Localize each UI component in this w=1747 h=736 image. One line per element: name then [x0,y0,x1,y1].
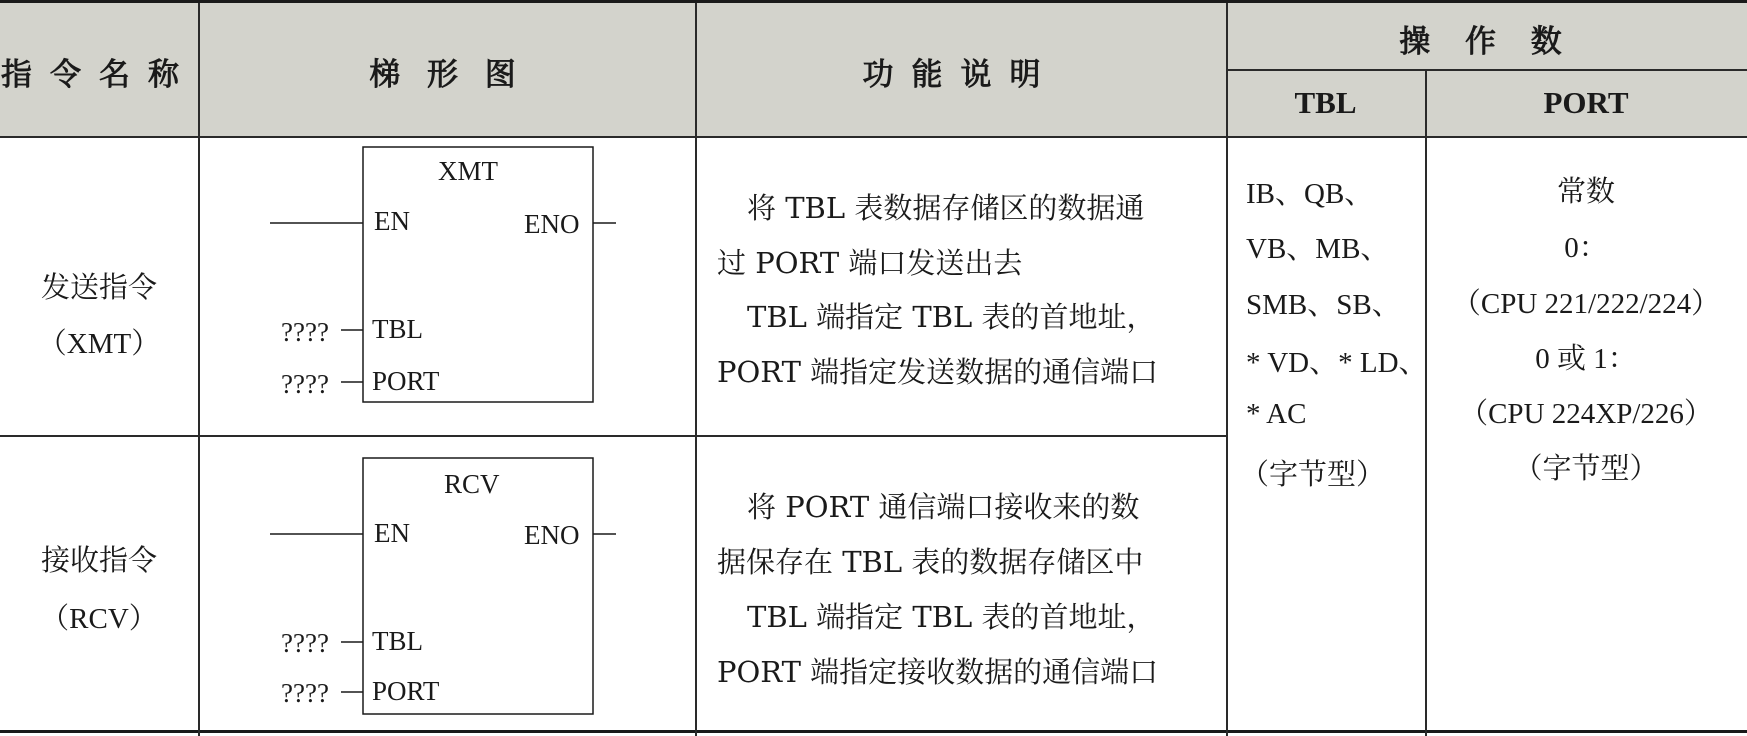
tbl-operand-4: * VD、* LD、 [1246,347,1428,379]
xmt-port-input: ???? [281,369,329,399]
rcv-port-input: ???? [281,678,329,708]
port-operand-3: （CPU 221/222/224） [1451,288,1721,320]
header-name: 指令名称 [1,57,197,93]
tbl-operand-2: VB、MB、 [1246,233,1390,265]
header-function: 功能说明 [862,57,1059,93]
xmt-en-label: EN [374,206,410,236]
row1-desc-line3: TBL 端指定 TBL 表的首地址， [747,300,1156,334]
divider [1226,3,1228,736]
tbl-operand-1: IB、QB、 [1246,178,1374,210]
row2-desc-line3: TBL 端指定 TBL 表的首地址， [747,600,1156,634]
row1-name-abbr: （XMT） [37,328,161,360]
tbl-operand-3: SMB、SB、 [1246,289,1401,321]
row2-desc-line2: 据保存在 TBL 表的数据存储区中 [717,545,1144,579]
header-ladder: 梯 形 图 [369,57,524,93]
header-port: PORT [1543,85,1629,120]
header-operands-cell [1226,3,1747,69]
rcv-port-label: PORT [372,676,440,706]
header-tbl: TBL [1294,85,1357,120]
port-operand-1: 常数 [1556,174,1615,208]
row1-desc-line2: 过 PORT 端口发送出去 [717,246,1023,280]
xmt-tbl-label: TBL [372,314,423,344]
divider [695,3,697,736]
rcv-tbl-input: ???? [281,628,329,658]
rcv-eno-label: ENO [524,520,580,550]
header-tbl-cell [1226,69,1425,136]
rcv-en-label: EN [374,518,410,548]
tbl-operand-5: * AC [1246,398,1307,430]
xmt-eno-label: ENO [524,209,580,239]
row1-desc-line1: 将 TBL 表数据存储区的数据通 [747,191,1145,225]
row2-desc-line1: 将 PORT 通信端口接收来的数 [747,490,1140,524]
divider [1226,69,1747,71]
tbl-operand-type: （字节型） [1240,457,1386,491]
row2-ladder [198,435,695,736]
header-port-cell [1425,69,1747,136]
row2-desc-line4: PORT 端指定接收数据的通信端口 [717,655,1159,689]
port-operand-5: （CPU 224XP/226） [1459,398,1713,430]
port-operand-type: （字节型） [1513,451,1659,485]
rcv-title: RCV [444,469,500,499]
header-name-cell [0,3,198,136]
header-function-cell [695,3,1226,136]
rcv-tbl-label: TBL [372,626,423,656]
xmt-title: XMT [438,156,498,186]
xmt-port-label: PORT [372,366,440,396]
header-operands: 操 作 数 [1399,24,1574,60]
header-ladder-cell [198,3,695,136]
row1-name: 发送指令 [40,270,157,304]
row2-name-abbr: （RCV） [40,603,158,635]
xmt-tbl-input: ???? [281,317,329,347]
port-operand-2: 0： [1564,232,1608,264]
row2-name: 接收指令 [40,543,157,577]
port-operand-4: 0 或 1： [1535,343,1637,375]
row1-desc-line4: PORT 端指定发送数据的通信端口 [717,355,1159,389]
row1-ladder [198,136,695,435]
